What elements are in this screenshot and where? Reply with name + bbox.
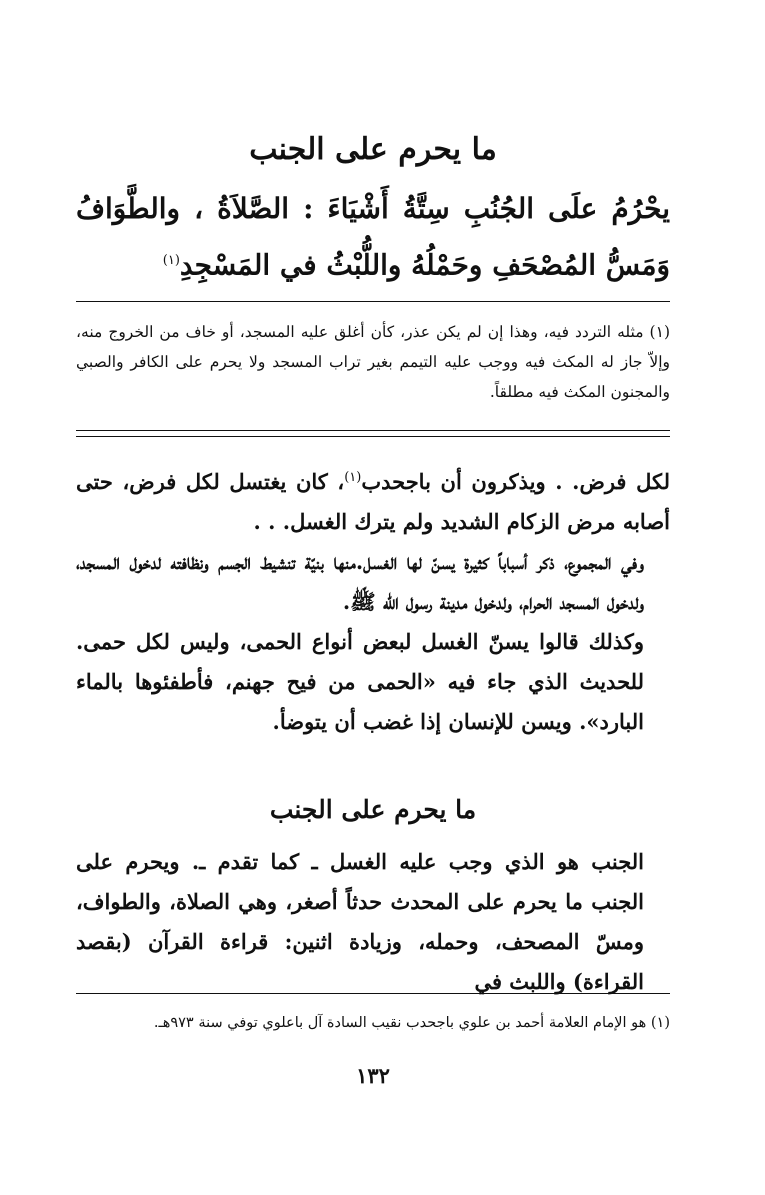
section-title-top: ما يحرم على الجنب (249, 132, 497, 167)
matn-text (76, 183, 670, 291)
matn-body: يحْرُمُ علَى الجُنُبِ سِتَّةُ أَشْيَاءَ : الصَّلاَةُ ، والطَّوَافُ وَمَسُّ المُصْحَفِ وحَمْلُهُ واللُّبْثُ في المَسْجِدِ (76, 192, 670, 282)
commentary-block (76, 458, 670, 742)
footnote-top: (١) مثله التردد فيه، وهذا إن لم يكن عذر، كأن أغلق عليه المسجد، أو خاف من الخروج منه، وإلاّ جاز له المكث فيه ووجب عليه التيمم بغير تراب المسجد ولا يحرم على الكافر والصبي والمجنون المكث فيه مطلقاً. (76, 323, 670, 401)
matn-footnote-ref: (١) (162, 253, 180, 268)
footnote-bottom: (١) هو الإمام العلامة أحمد بن علوي باجحدب نقيب السادة آل باعلوي توفي سنة ٩٧٣هـ. (153, 1015, 670, 1031)
footnote-separator-top (76, 301, 670, 302)
commentary-paragraph-4: الجنب هو الذي وجب عليه الغسل ـ كما تقدم ـ. ويحرم على الجنب ما يحرم على المحدث حدثاً أصغر، وهي الصلاة، والطواف، ومسّ المصحف، وحمله، وزيادة اثنين: قراءة القرآن (بقصد القراءة) واللبث في (76, 849, 644, 994)
commentary-footnote-ref: (١) (344, 470, 362, 485)
commentary-paragraph-1 (76, 458, 670, 542)
commentary-p1-start: لكل فرض. . ويذكرون أن باجحدب (361, 469, 670, 494)
double-rule-divider (76, 430, 670, 437)
commentary-block-2 (76, 842, 670, 1002)
commentary-p1-end: ، كان يغتسل لكل فرض، حتى أصابه مرض الزكام الشديد ولم يترك الغسل. . . (76, 469, 670, 534)
commentary-paragraph-2: وفي المجموع، ذكر أسباباً كثيرة يسنّ لها الغسل.منها بنيّة تنشيط الجسم ونظافته لدخول المسجد، ولدخول المسجد الحرام، ولدخول مدينة رسول الله ﷺ. (76, 549, 644, 614)
footnote-separator-bottom (76, 993, 670, 994)
section-title-mid: ما يحرم على الجنب (269, 795, 477, 824)
commentary-paragraph-3: وكذلك قالوا يسنّ الغسل لبعض أنواع الحمى، وليس لكل حمى. للحديث الذي جاء فيه «الحمى من فيح جهنم، فأطفئوها بالماء البارد». ويسن للإنسان إذا غضب أن يتوضأ. (76, 629, 644, 734)
page-number: ١٣٢ (356, 1063, 390, 1088)
